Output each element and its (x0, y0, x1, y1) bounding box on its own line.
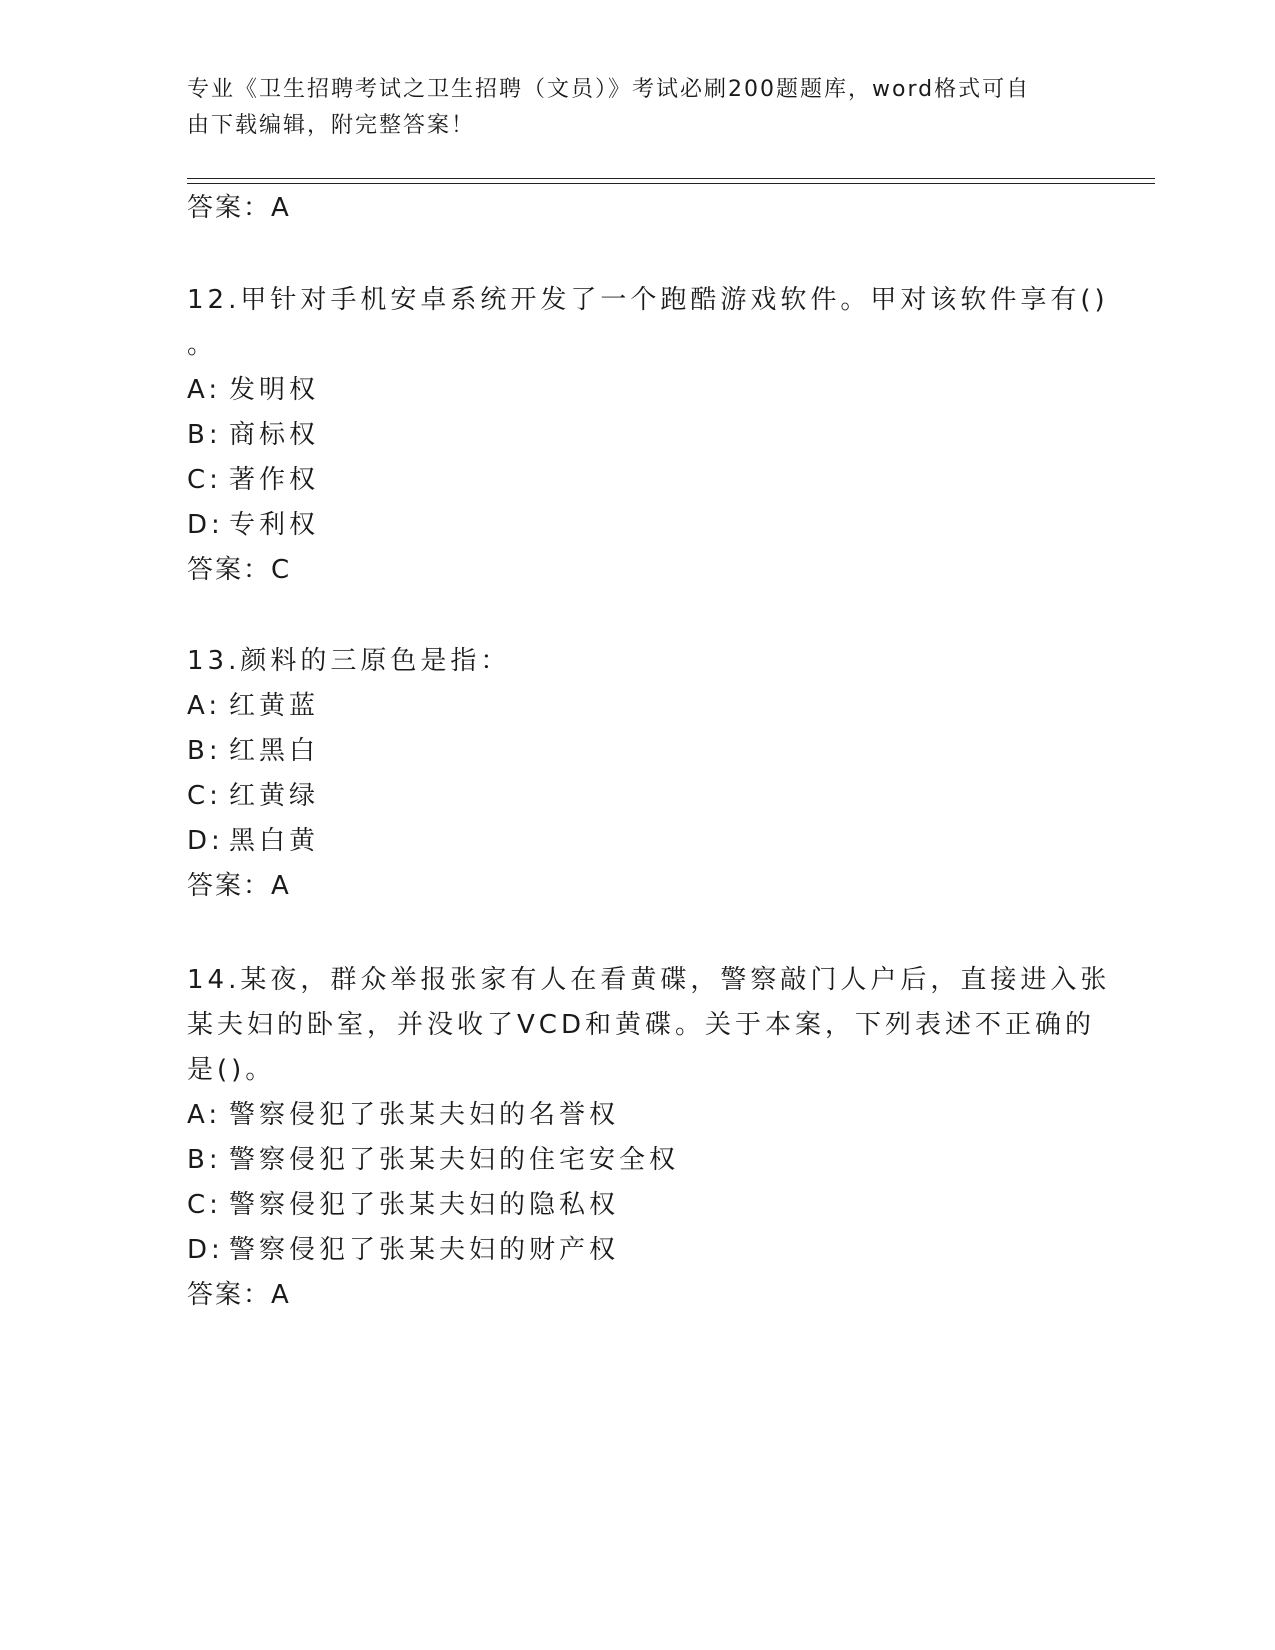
option-a (187, 684, 1087, 729)
option-d (187, 1228, 1087, 1273)
option-text: 警察侵犯了张某夫妇的住宅安全权 (229, 1145, 680, 1175)
option-key: B: (187, 736, 222, 766)
option-key: D: (187, 826, 224, 856)
question-stem: 12.甲针对手机安卓系统开发了一个跑酷游戏软件。甲对该软件享有() (187, 285, 1109, 315)
answer-label: 答案：A (187, 871, 291, 901)
option-text: 红黄绿 (229, 781, 320, 811)
option-text: 警察侵犯了张某夫妇的财产权 (229, 1235, 620, 1265)
option-b (187, 1138, 1087, 1183)
option-text: 警察侵犯了张某夫妇的名誉权 (229, 1100, 620, 1130)
option-text: 黑白黄 (229, 826, 320, 856)
question-stem-cont: 某夫妇的卧室，并没收了VCD和黄碟。关于本案，下列表述不正确的 (187, 1010, 1095, 1040)
option-text: 警察侵犯了张某夫妇的隐私权 (229, 1190, 620, 1220)
option-key: B: (187, 420, 222, 450)
option-key: B: (187, 1145, 222, 1175)
option-b (187, 729, 1087, 774)
option-text: 红黑白 (229, 736, 320, 766)
option-text: 商标权 (229, 420, 320, 450)
option-key: C: (187, 781, 222, 811)
option-key: C: (187, 465, 222, 495)
question-stem-cont: 是()。 (187, 1055, 276, 1085)
option-key: D: (187, 510, 224, 540)
option-d (187, 819, 1087, 864)
option-text: 红黄蓝 (229, 691, 320, 721)
document-header (187, 72, 1067, 144)
question-stem-cont: 。 (187, 330, 218, 360)
option-text: 著作权 (229, 465, 320, 495)
question-14 (187, 958, 1111, 1318)
answer-label: 答案：A (187, 1280, 291, 1310)
question-13 (187, 639, 1087, 909)
header-divider-top (187, 178, 1155, 179)
option-d (187, 503, 1087, 548)
option-a (187, 368, 1087, 413)
header-line-2: 由下载编辑，附完整答案！ (187, 113, 476, 138)
option-key: C: (187, 1190, 222, 1220)
option-a (187, 1093, 1087, 1138)
answer-label: 答案：C (187, 555, 292, 585)
header-line-1: 专业《卫生招聘考试之卫生招聘（文员）》考试必刷200题题库，word格式可自 (187, 77, 1031, 102)
previous-answer (187, 186, 1087, 231)
question-stem: 13.颜料的三原色是指： (187, 646, 511, 676)
question-12 (187, 278, 1109, 593)
option-text: 发明权 (229, 375, 320, 405)
option-key: D: (187, 1235, 224, 1265)
option-text: 专利权 (229, 510, 320, 540)
question-stem: 14.某夜，群众举报张家有人在看黄碟，警察敲门人户后，直接进入张 (187, 965, 1111, 995)
option-c (187, 774, 1087, 819)
option-c (187, 458, 1087, 503)
option-key: A: (187, 375, 222, 405)
header-divider-bottom (187, 183, 1155, 184)
option-key: A: (187, 691, 222, 721)
option-b (187, 413, 1087, 458)
option-c (187, 1183, 1087, 1228)
answer-label: 答案：A (187, 193, 291, 223)
option-key: A: (187, 1100, 222, 1130)
